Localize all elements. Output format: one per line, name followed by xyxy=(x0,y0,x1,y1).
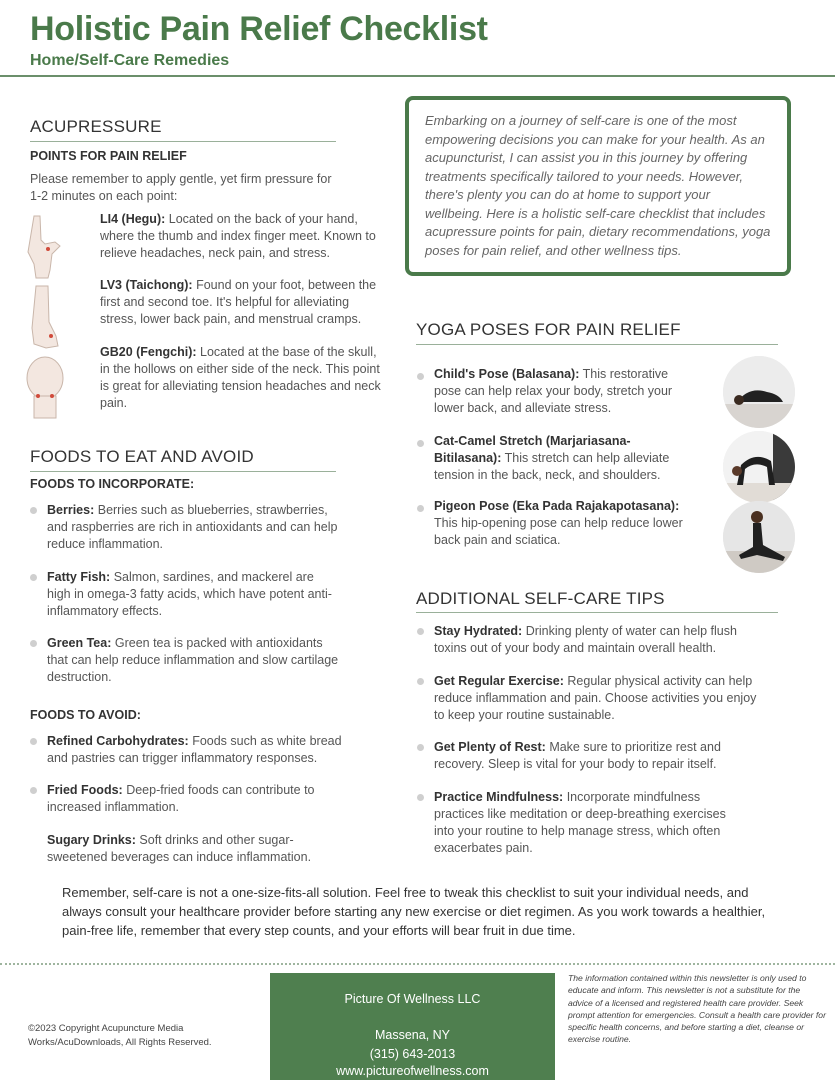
point-lv3-name: LV3 (Taichong): xyxy=(100,278,193,292)
avoid-refined-carbs-name: Refined Carbohydrates: xyxy=(47,734,189,748)
acupressure-divider xyxy=(30,141,336,142)
header-divider xyxy=(0,75,835,77)
bullet xyxy=(417,440,424,447)
avoid-refined-carbs-text: Foods such as white bread and pastries can trigger inflammatory responses. xyxy=(47,734,342,765)
food-berries-name: Berries: xyxy=(47,503,95,517)
tip-hydrated-text: Drinking plenty of water can help flush toxins out of your body and maintain overall health. xyxy=(434,624,737,655)
food-fatty-fish xyxy=(47,569,339,620)
bullet xyxy=(417,373,424,380)
avoid-fried-foods-text: Deep-fried foods can contribute to increased inflammation. xyxy=(47,783,315,814)
avoid-sugary-drinks-text: Soft drinks and other sugar-sweetened beverages can induce inflammation. xyxy=(47,833,312,864)
bullet xyxy=(417,678,424,685)
bullet xyxy=(30,574,37,581)
point-li4-name: LI4 (Hegu): xyxy=(100,212,166,226)
page-subtitle: Home/Self-Care Remedies xyxy=(30,52,230,69)
points-subheading: POINTS FOR PAIN RELIEF xyxy=(30,149,187,163)
tip-hydrated-name: Stay Hydrated: xyxy=(434,624,523,638)
tip-rest-name: Get Plenty of Rest: xyxy=(434,740,546,754)
disclaimer-text: The information contained within this newsletter is only used to educate and inform. This newsletter is not a substitute for the advice of a licensed and registered health care provider. Seek prompt attention for emergencies. Consult a health care provider for specific health concerns, and before starting a diet, cleanse or exercise routine. xyxy=(568,973,826,1045)
business-city: Massena, NY xyxy=(374,1028,451,1042)
business-website[interactable]: www.pictureofwellness.com xyxy=(336,1064,489,1078)
bullet xyxy=(30,738,37,745)
hand-icon xyxy=(22,214,68,280)
bullet xyxy=(30,640,37,647)
business-phone: (315) 643-2013 xyxy=(369,1047,456,1061)
pose-childs-name: Child's Pose (Balasana): xyxy=(434,367,580,381)
tip-exercise-name: Get Regular Exercise: xyxy=(434,674,564,688)
tip-rest-text: Make sure to prioritize rest and recovery. Sleep is vital for your body to repair itself. xyxy=(434,740,721,771)
foods-divider xyxy=(30,471,336,472)
pose-pigeon xyxy=(434,498,696,549)
tip-mindfulness-name: Practice Mindfulness: xyxy=(434,790,564,804)
tip-rest xyxy=(434,739,744,773)
bullet xyxy=(30,507,37,514)
tip-exercise-text: Regular physical activity can help reduce inflammation and pain. Choose activities you enjoy to keep your routine sustainable. xyxy=(434,674,757,722)
avoid-sugary-drinks xyxy=(47,832,327,866)
point-lv3 xyxy=(100,277,382,328)
point-gb20-text: Located at the base of the skull, in the hollows on either side of the neck. This point is great for alleviating tension headaches and neck pain. xyxy=(100,345,381,410)
intro-box xyxy=(405,96,791,276)
pose-pigeon-text: This hip-opening pose can help reduce lower back pain and sciatica. xyxy=(434,516,683,547)
pose-cat-camel xyxy=(434,433,696,484)
intro-text: Embarking on a journey of self-care is one of the most empowering decisions you can make for your health. As an acupuncturist, I can assist you in this journey by offering treatments specifically tailored to your needs. However, there's plenty you can do at home to support your wellbeing. Here is a holistic self-care checklist that includes acupressure points for pain, dietary recommendations, yoga poses for pain relief, and other wellness tips. xyxy=(425,113,771,258)
avoid-refined-carbs xyxy=(47,733,355,767)
pose-cat-camel-name: Cat-Camel Stretch (Marjariasana-Bitilasana): xyxy=(434,434,631,465)
avoid-fried-foods-name: Fried Foods: xyxy=(47,783,123,797)
point-lv3-text: Found on your foot, between the first and second toe. It's helpful for alleviating stress, lower back pain, and menstrual cramps. xyxy=(100,278,377,326)
pigeon-pose-photo xyxy=(723,501,795,573)
tip-mindfulness xyxy=(434,789,740,857)
food-green-tea-name: Green Tea: xyxy=(47,636,112,650)
footer-divider xyxy=(0,963,835,965)
foods-avoid-heading: FOODS TO AVOID: xyxy=(30,708,141,722)
head-icon xyxy=(22,354,68,420)
pose-pigeon-name: Pigeon Pose (Eka Pada Rajakapotasana): xyxy=(434,499,680,513)
point-li4 xyxy=(100,211,382,262)
childs-pose-photo xyxy=(723,356,795,428)
bullet xyxy=(417,628,424,635)
foot-icon xyxy=(26,284,62,350)
tip-mindfulness-text: Incorporate mindfulness practices like meditation or deep-breathing exercises into your routine to help manage stress, which often exacerbates pain. xyxy=(434,790,726,855)
food-green-tea xyxy=(47,635,339,686)
food-berries-text: Berries such as blueberries, strawberries, and raspberries are rich in antioxidants and can help reduce inflammation. xyxy=(47,503,338,551)
food-berries xyxy=(47,502,339,553)
pose-childs xyxy=(434,366,696,417)
yoga-heading: YOGA POSES FOR PAIN RELIEF xyxy=(416,320,681,339)
food-fatty-fish-name: Fatty Fish: xyxy=(47,570,111,584)
point-gb20 xyxy=(100,344,382,412)
bullet xyxy=(417,794,424,801)
food-fatty-fish-text: Salmon, sardines, and mackerel are high in omega-3 fatty acids, which have potent anti-inflammatory effects. xyxy=(47,570,332,618)
point-li4-text: Located on the back of your hand, where the thumb and index finger meet. Known to relieve headaches, neck pain, and stress. xyxy=(100,212,376,260)
business-info-box xyxy=(270,973,555,1080)
foods-incorporate-heading: FOODS TO INCORPORATE: xyxy=(30,477,195,491)
cat-camel-photo xyxy=(723,431,795,503)
point-gb20-name: GB20 (Fengchi): xyxy=(100,345,197,359)
tips-divider xyxy=(416,612,778,613)
business-name: Picture Of Wellness LLC xyxy=(344,992,481,1006)
page-title: Holistic Pain Relief Checklist xyxy=(30,10,488,48)
acupressure-instruction: Please remember to apply gentle, yet firm pressure for 1-2 minutes on each point: xyxy=(30,172,332,203)
food-green-tea-text: Green tea is packed with antioxidants that can help reduce inflammation and slow cartilage destruction. xyxy=(47,636,339,684)
yoga-divider xyxy=(416,344,778,345)
tips-heading: ADDITIONAL SELF-CARE TIPS xyxy=(416,589,665,608)
copyright-text: ©2023 Copyright Acupuncture Media Works/AcuDownloads, All Rights Reserved. xyxy=(28,1023,212,1048)
tip-hydrated xyxy=(434,623,754,657)
bullet xyxy=(417,505,424,512)
bullet xyxy=(30,787,37,794)
acupressure-heading: ACUPRESSURE xyxy=(30,117,162,136)
avoid-sugary-drinks-name: Sugary Drinks: xyxy=(47,833,136,847)
closing-paragraph: Remember, self-care is not a one-size-fits-all solution. Feel free to tweak this checklist to suit your individual needs, and always consult your healthcare provider before starting any new exercise or diet regimen. As you work towards a healthier, pain-free life, remember that every step counts, and your efforts will bear fruit in due time. xyxy=(62,885,766,938)
bullet xyxy=(417,744,424,751)
pose-childs-text: This restorative pose can help relax your body, stretch your lower back, and alleviate stress. xyxy=(434,367,673,415)
avoid-fried-foods xyxy=(47,782,339,816)
foods-heading: FOODS TO EAT AND AVOID xyxy=(30,447,254,466)
pose-cat-camel-text: This stretch can help alleviate tension in the back, neck, and shoulders. xyxy=(434,451,670,482)
tip-exercise xyxy=(434,673,760,724)
